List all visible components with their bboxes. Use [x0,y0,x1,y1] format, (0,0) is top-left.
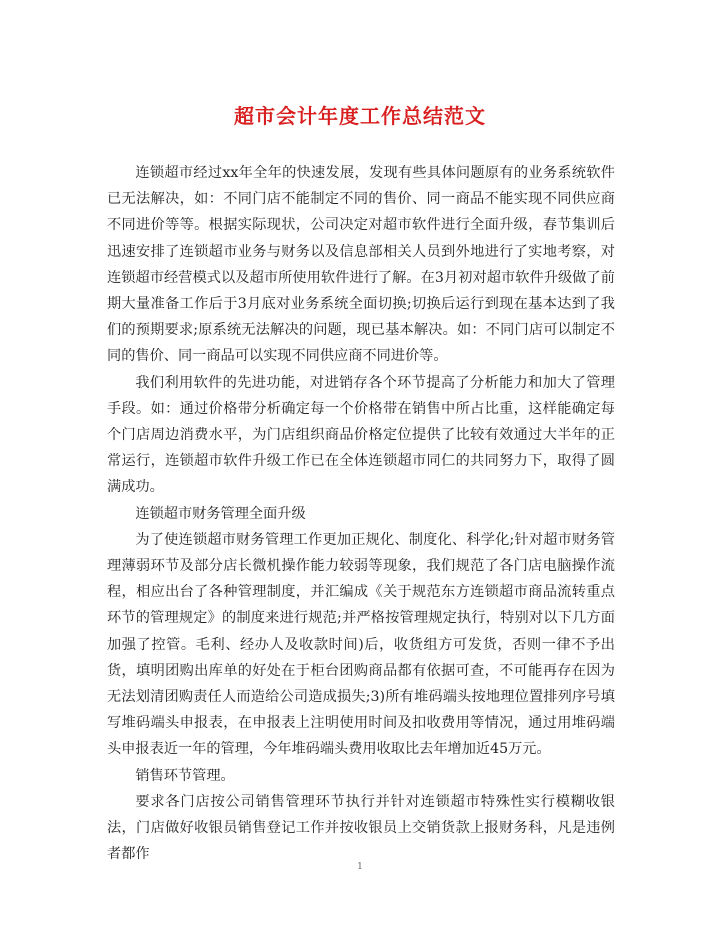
paragraph-finance-management: 为了使连锁超市财务管理工作更加正规化、制度化、科学化;针对超市财务管理薄弱环节及部分店长微机操作能力较弱等现象，我们规范了各门店电脑操作流程，相应出台了各种管理制度，并汇编成《关于规范东方连锁超市商品流转重点环节的管理规定》的制度来进行规范;并严格按管理规定执行，特别对以下几方面加强了控管。毛利、经办人及收款时间)后，收货组方可发货，否则一律不予出货，填明团购出库单的好处在于柜台团购商品都有依据可查，不可能再存在因为无法划清团购责任人而造给公司造成损失;3)所有堆码端头按地理位置排列序号填写堆码端头申报表，在申报表上注明使用时间及扣收费用等情况，通过用堆码端头申报表近一年的管理，今年堆码端头费用收取比去年增加近45万元。 [107,531,615,758]
section-heading-finance-upgrade: 连锁超市财务管理全面升级 [135,505,306,522]
paragraph-sales-management: 要求各门店按公司销售管理环节执行并针对连锁超市特殊性实行模糊收银法，门店做好收银员销售登记工作并按收银员上交销货款上报财务科，凡是违例者都作 [107,793,615,863]
page-number: 1 [357,862,363,872]
section-heading-sales-management: 销售环节管理。 [135,767,235,784]
paragraph-software-upgrade: 连锁超市经过xx年全年的快速发展，发现有些具体问题原有的业务系统软件已无法解决，如：不同门店不能制定不同的售价、同一商品不能实现不同供应商不同进价等等。根据实际现状，公司决定对超市软件进行全面升级，春节集训后迅速安排了连锁超市业务与财务以及信息部相关人员到外地进行了实地考察，对连锁超市经营模式以及超市所使用软件进行了解。在3月初对超市软件升级做了前期大量准备工作后于3月底对业务系统全面切换;切换后运行到现在基本达到了我们的预期要求;原系统无法解决的问题，现已基本解决。如：不同门店可以制定不同的售价、同一商品可以实现不同供应商不同进价等。 [107,165,615,365]
paragraph-software-functions: 我们利用软件的先进功能，对进销存各个环节提高了分析能力和加大了管理手段。如：通过价格带分析确定每一个价格带在销售中所占比重，这样能确定每个门店周边消费水平，为门店组织商品价格定位提供了比较有效通过大半年的正常运行，连锁超市软件升级工作已在全体连锁超市同仁的共同努力下，取得了圆满成功。 [107,374,615,496]
document-body [107,160,615,867]
document-title: 超市会计年度工作总结范文 [234,104,486,128]
